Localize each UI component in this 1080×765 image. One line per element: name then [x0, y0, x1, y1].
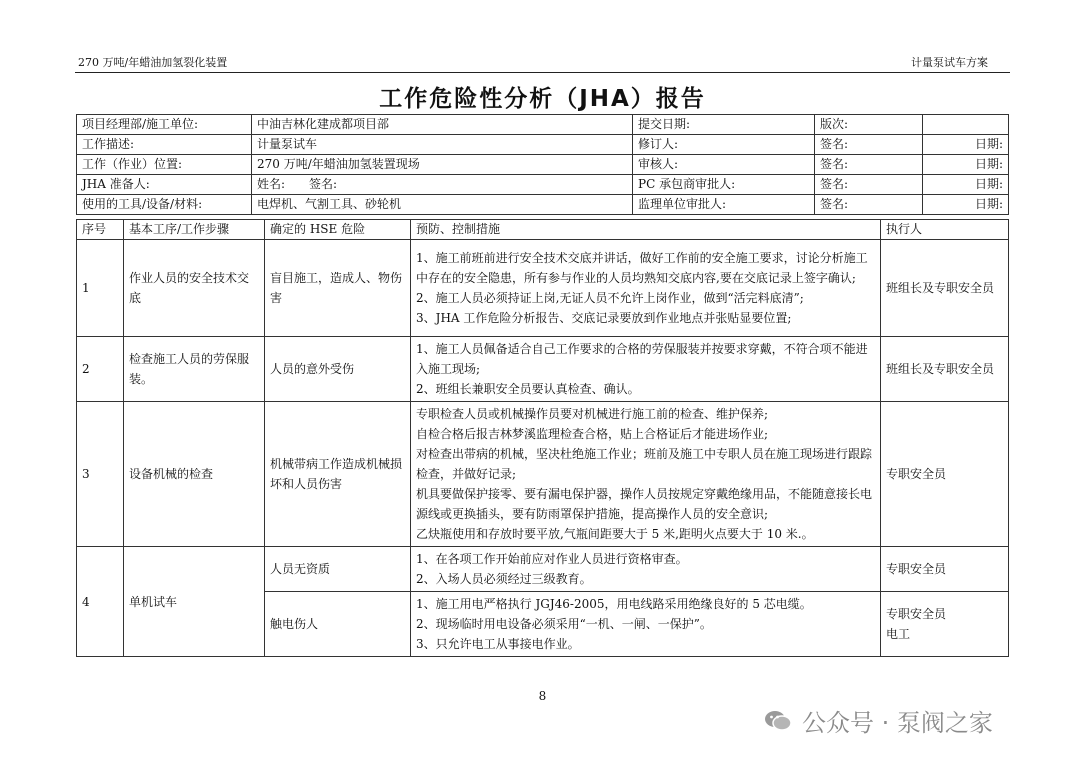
table-row	[77, 402, 1009, 547]
work-step: 设备机械的检查	[124, 402, 265, 547]
header-left: 270 万吨/年蜡油加氢裂化装置	[78, 56, 228, 69]
measure-line: 机具要做保护接零、要有漏电保护器，操作人员按规定穿戴绝缘用品，不能随意接长电源线或更换插头，要有防雨罩保护措施，提高操作人员的安全意识;	[416, 487, 873, 521]
info-row	[77, 115, 1009, 135]
info-cell: 签名:	[815, 135, 923, 155]
row-number: 3	[77, 402, 124, 547]
measure-line: 2、入场人员必须经过三级教育。	[416, 572, 592, 586]
work-step: 检查施工人员的劳保服装。	[124, 337, 265, 402]
info-cell: 监理单位审批人:	[633, 195, 815, 215]
measure-line: 乙炔瓶使用和存放时要平放,气瓶间距要大于 5 米,距明火点要大于 10 米.。	[416, 527, 814, 541]
table-row	[77, 547, 1009, 592]
info-cell: 提交日期:	[633, 115, 815, 135]
watermark	[764, 703, 993, 738]
header-right: 计量泵试车方案	[911, 56, 988, 69]
executor: 专职安全员	[881, 547, 1009, 592]
executor: 专职安全员	[881, 402, 1009, 547]
hse-hazard: 人员无资质	[265, 547, 411, 592]
measure-line: 自检合格后报吉林梦溪监理检查合格，贴上合格证后才能进场作业;	[416, 427, 769, 441]
info-cell: 签名:	[815, 155, 923, 175]
measure-line: 1、施工用电严格执行 JGJ46-2005，用电线路采用绝缘良好的 5 芯电缆。	[416, 597, 812, 611]
work-step: 作业人员的安全技术交底	[124, 240, 265, 337]
info-row	[77, 175, 1009, 195]
info-cell: PC 承包商审批人:	[633, 175, 815, 195]
table-row	[77, 240, 1009, 337]
hse-hazard: 盲目施工，造成人、物伤害	[265, 240, 411, 337]
wechat-icon	[764, 709, 792, 733]
measure-line: 1、在各项工作开始前应对作业人员进行资格审查。	[416, 552, 688, 566]
jha-table	[76, 219, 1009, 657]
table-row	[77, 337, 1009, 402]
info-cell	[923, 115, 1009, 135]
hse-hazard: 触电伤人	[265, 592, 411, 657]
info-cell: 使用的工具/设备/材料:	[77, 195, 252, 215]
table-header-row	[77, 220, 1009, 240]
info-cell: 270 万吨/年蜡油加氢装置现场	[252, 155, 633, 175]
measure-line: 1、施工前班前进行安全技术交底并讲话，做好工作前的安全施工要求，讨论分析施工中存在的安全隐患，所有参与作业的人员均熟知交底内容,要在交底记录上签字确认;	[416, 251, 868, 285]
column-header: 预防、控制措施	[411, 220, 881, 240]
watermark-text: 公众号 · 泵阀之家	[802, 709, 993, 737]
measures-cell	[411, 547, 881, 592]
info-cell: 日期:	[923, 135, 1009, 155]
measures-cell	[411, 592, 881, 657]
info-cell: 日期:	[923, 155, 1009, 175]
info-row	[77, 135, 1009, 155]
measure-line: 2、现场临时用电设备必须采用“一机、一闸、一保护”。	[416, 617, 712, 631]
info-cell: 工作描述:	[77, 135, 252, 155]
measures-cell	[411, 402, 881, 547]
executor: 班组长及专职安全员	[881, 337, 1009, 402]
row-number: 4	[77, 547, 124, 657]
info-row	[77, 195, 1009, 215]
info-cell: 版次:	[815, 115, 923, 135]
hse-hazard: 人员的意外受伤	[265, 337, 411, 402]
info-cell: 修订人:	[633, 135, 815, 155]
info-cell: 中油吉林化建成都项目部	[252, 115, 633, 135]
info-cell: 工作（作业）位置:	[77, 155, 252, 175]
measure-line: 3、只允许电工从事接电作业。	[416, 637, 580, 651]
info-cell: 审核人:	[633, 155, 815, 175]
executor: 专职安全员 电工	[881, 592, 1009, 657]
info-cell: 日期:	[923, 175, 1009, 195]
measure-line: 1、施工人员佩备适合自己工作要求的合格的劳保服装并按要求穿戴，不符合项不能进入施工现场;	[416, 342, 868, 376]
page-number: 8	[538, 689, 547, 703]
info-cell: 电焊机、气割工具、砂轮机	[252, 195, 633, 215]
measures-cell	[411, 240, 881, 337]
row-number: 2	[77, 337, 124, 402]
column-header: 基本工序/工作步骤	[124, 220, 265, 240]
hse-hazard: 机械带病工作造成机械损坏和人员伤害	[265, 402, 411, 547]
measure-line: 2、施工人员必须持证上岗,无证人员不允许上岗作业，做到“活完料底清”;	[416, 291, 804, 305]
info-cell: JHA 准备人:	[77, 175, 252, 195]
executor: 班组长及专职安全员	[881, 240, 1009, 337]
column-header: 执行人	[881, 220, 1009, 240]
measure-line: 专职检查人员或机械操作员要对机械进行施工前的检查、维护保养;	[416, 407, 769, 421]
info-cell: 项目经理部/施工单位:	[77, 115, 252, 135]
info-cell: 日期:	[923, 195, 1009, 215]
measure-line: 3、JHA 工作危险分析报告、交底记录要放到作业地点并张贴显要位置;	[416, 311, 792, 325]
measures-cell	[411, 337, 881, 402]
work-step: 单机试车	[124, 547, 265, 657]
row-number: 1	[77, 240, 124, 337]
info-row	[77, 155, 1009, 175]
info-table	[76, 114, 1009, 215]
measure-line: 对检查出带病的机械，坚决杜绝施工作业；班前及施工中专职人员在施工现场进行跟踪检查，并做好记录;	[416, 447, 873, 481]
info-cell: 姓名: 签名:	[252, 175, 633, 195]
column-header: 序号	[77, 220, 124, 240]
report-title: 工作危险性分析（JHA）报告	[379, 86, 706, 112]
info-cell: 签名:	[815, 195, 923, 215]
info-cell: 签名:	[815, 175, 923, 195]
measure-line: 2、班组长兼职安全员要认真检查、确认。	[416, 382, 640, 396]
column-header: 确定的 HSE 危险	[265, 220, 411, 240]
info-cell: 计量泵试车	[252, 135, 633, 155]
header-rule	[75, 72, 1010, 73]
